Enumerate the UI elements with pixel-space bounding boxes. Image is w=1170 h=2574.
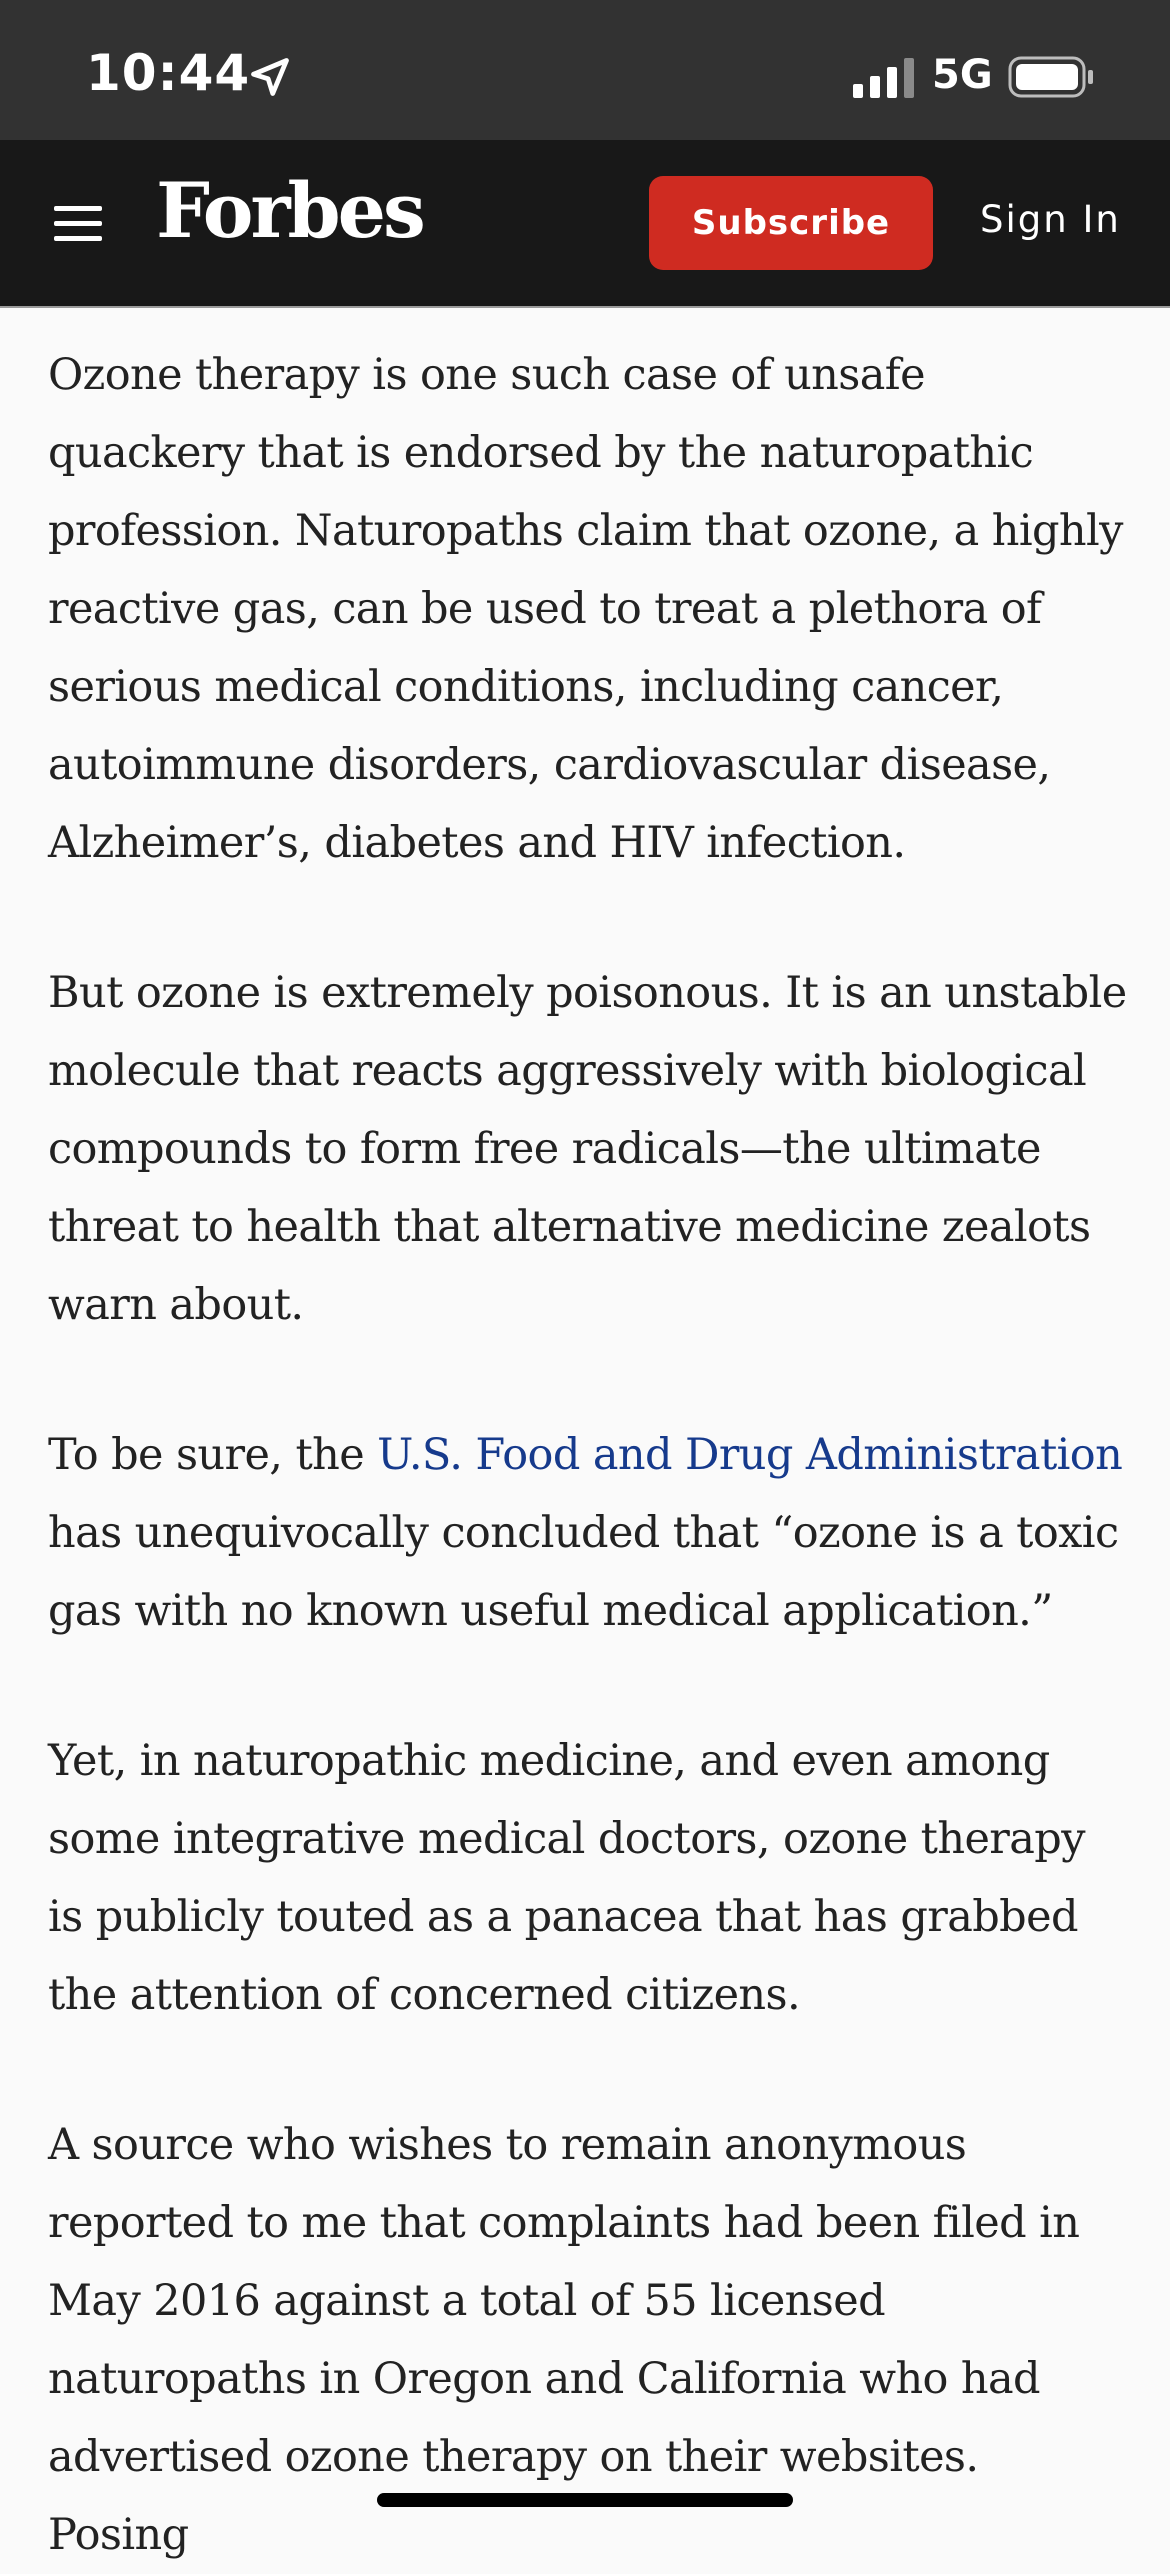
site-header: [0, 140, 1170, 308]
battery-icon: [1008, 56, 1094, 98]
paragraph-text: has unequivocally concluded that “ozone is a toxic gas with no known useful medical application.”: [48, 1508, 1119, 1636]
status-bar: [0, 0, 1170, 140]
cellular-signal-icon: [853, 58, 915, 98]
hamburger-menu-icon[interactable]: [54, 206, 102, 242]
location-arrow-icon: [248, 55, 292, 99]
article-paragraph: A source who wishes to remain anonymous reported to me that complaints had been filed in May 2016 against a total of 55 licensed naturopaths in Oregon and California who had advertised ozone therapy on their websites. Posing: [48, 2120, 1080, 2560]
article-paragraph: But ozone is extremely poisonous. It is an unstable molecule that reacts aggressively with biological compounds to form free radicals—the ultimate threat to health that alternative medicine zealots warn about.: [48, 968, 1127, 1330]
forbes-logo[interactable]: Forbes: [156, 166, 423, 255]
article-paragraph: [48, 1416, 1128, 1650]
sign-in-link[interactable]: Sign In: [980, 198, 1121, 241]
home-indicator[interactable]: [377, 2493, 793, 2507]
article-body: [48, 336, 1128, 2560]
article-paragraph: Yet, in naturopathic medicine, and even among some integrative medical doctors, ozone therapy is publicly touted as a panacea that has grabbed the attention of concerned citizens.: [48, 1736, 1085, 2020]
article-paragraph: Ozone therapy is one such case of unsafe quackery that is endorsed by the naturopathic profession. Naturopaths claim that ozone, a highly reactive gas, can be used to treat a plethora of serious medical conditions, including cancer, autoimmune disorders, cardiovascular disease, Alzheimer’s, diabetes and HIV infection.: [48, 350, 1123, 868]
network-type: 5G: [932, 52, 993, 98]
fda-link[interactable]: U.S. Food and Drug Administration: [377, 1430, 1123, 1480]
paragraph-text: To be sure, the: [48, 1430, 378, 1480]
status-time: 10:44: [86, 44, 251, 102]
subscribe-button[interactable]: Subscribe: [649, 176, 933, 270]
